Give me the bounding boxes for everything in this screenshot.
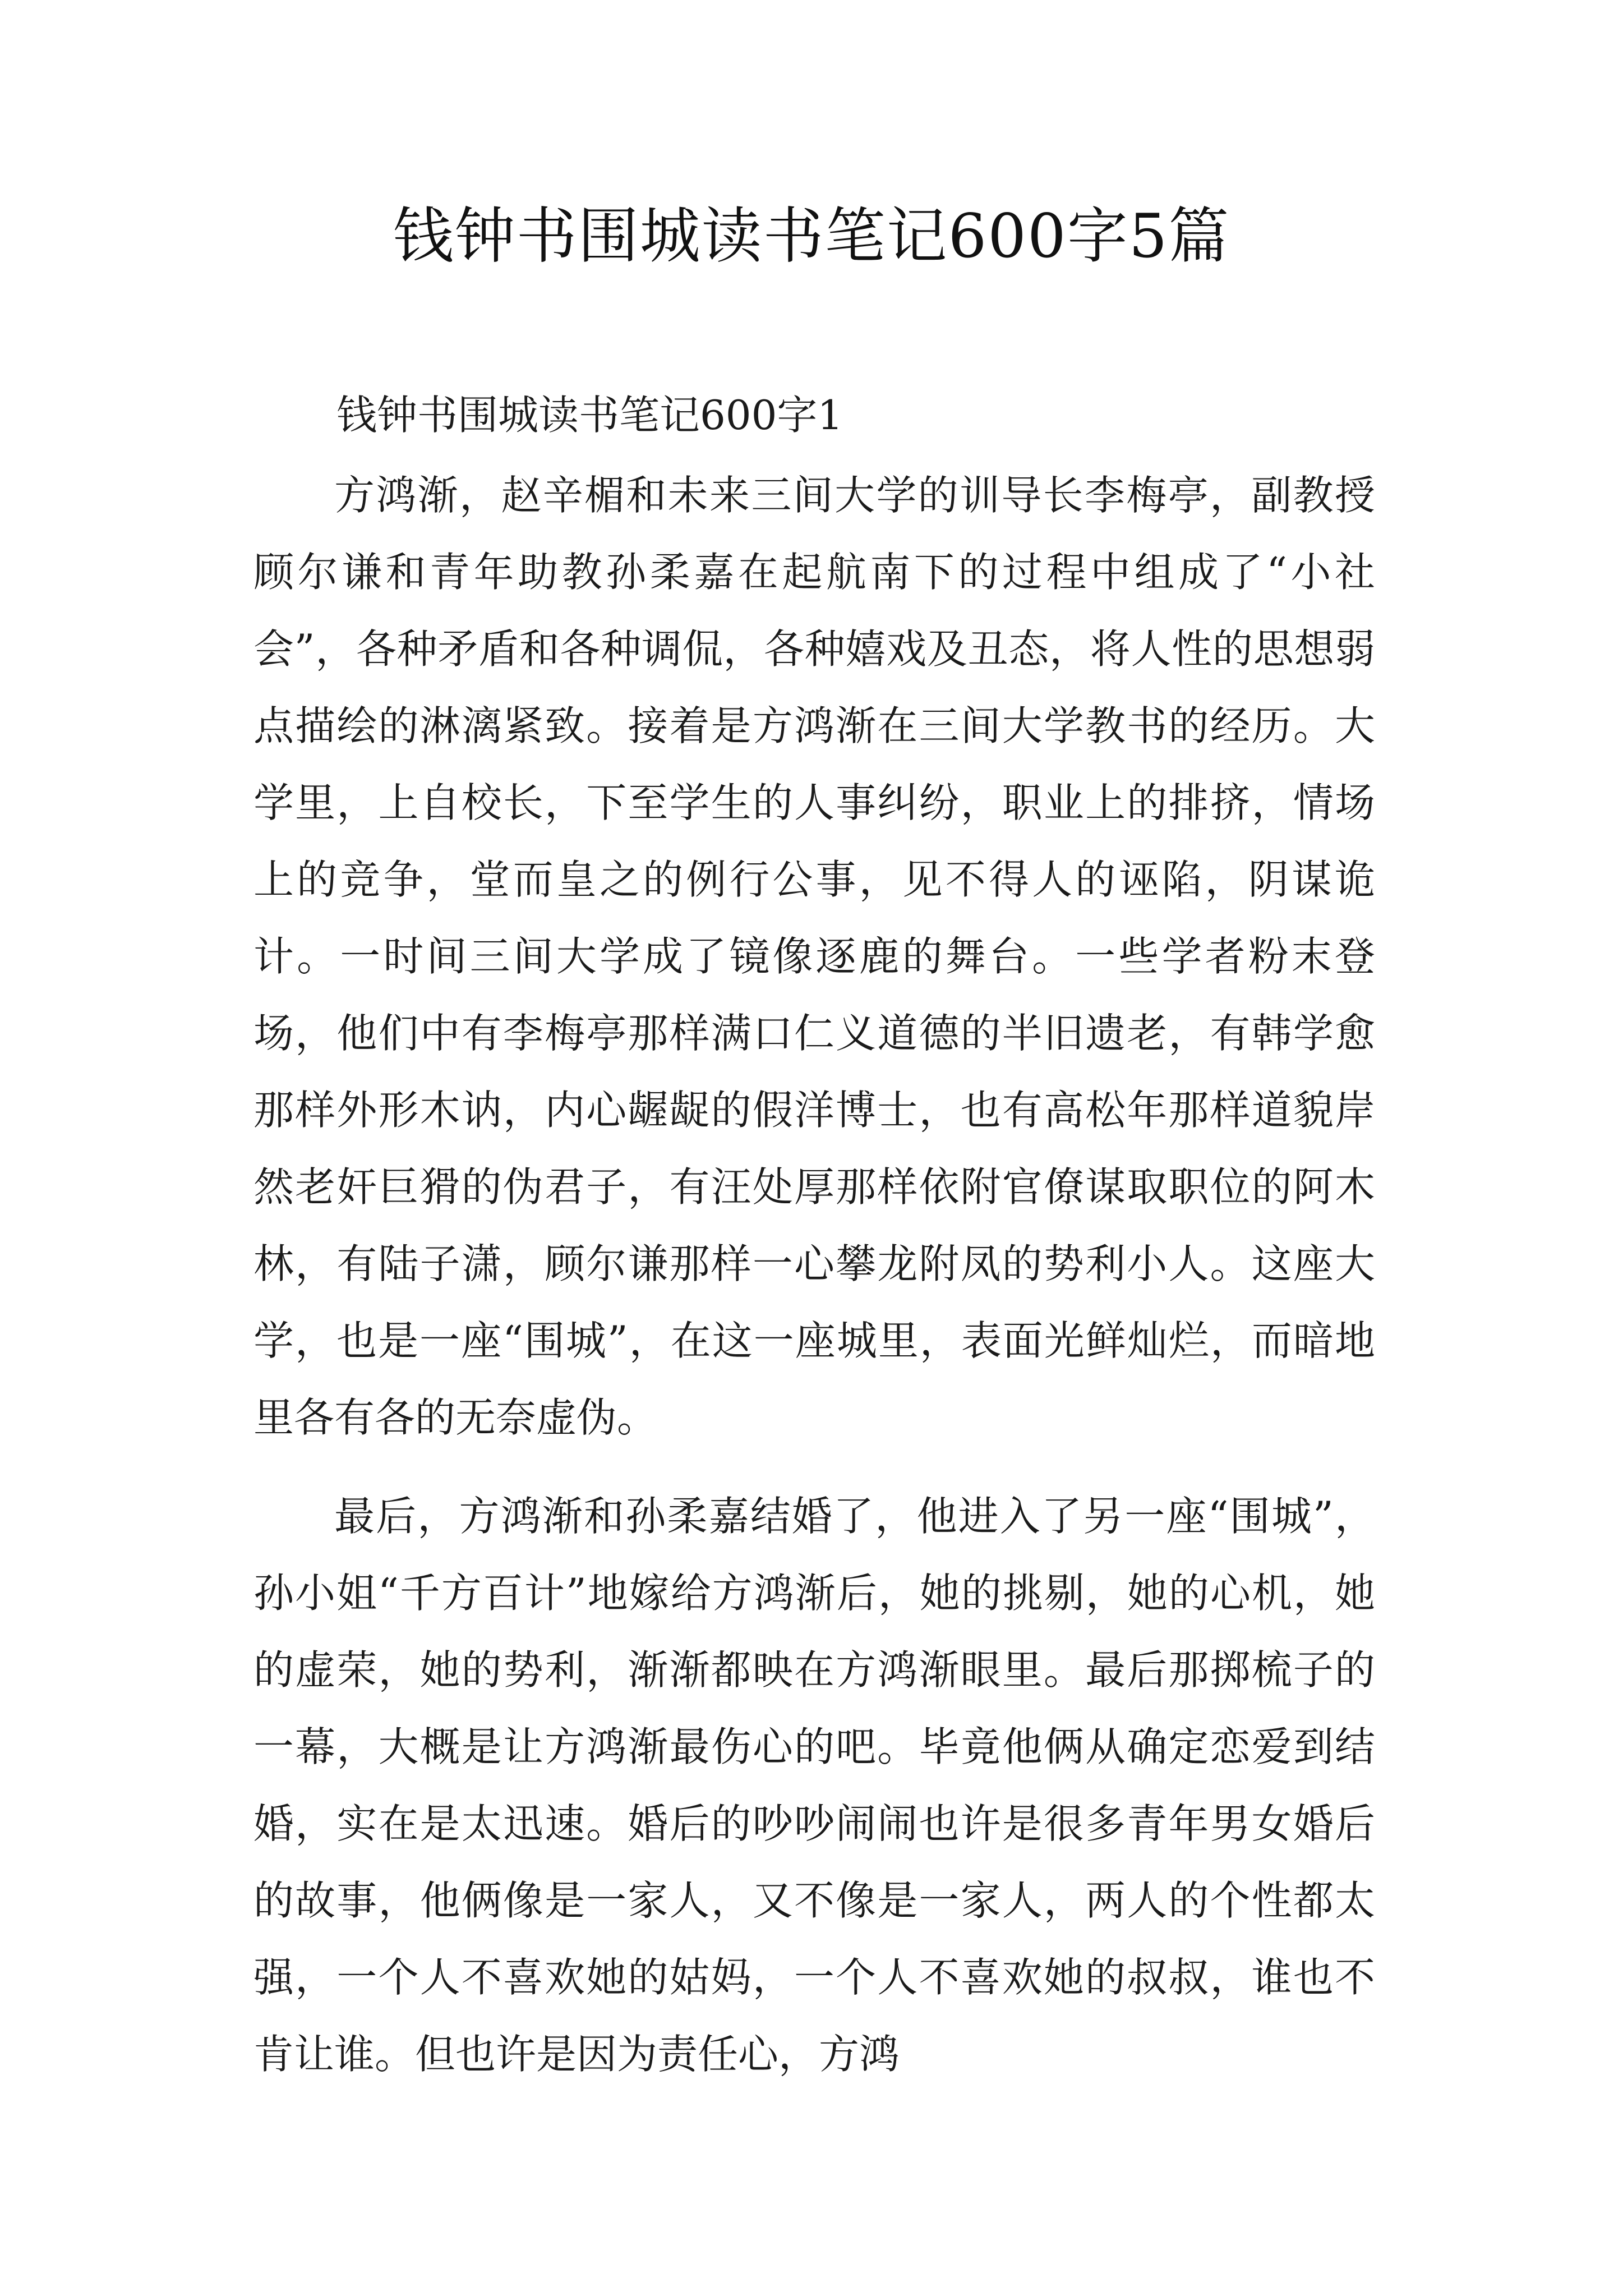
document-title: 钱钟书围城读书笔记600字5篇 — [393, 201, 1230, 272]
section-heading: 钱钟书围城读书笔记600字1 — [336, 392, 843, 439]
body-paragraph: 最后，方鸿渐和孙柔嘉结婚了，他进入了另一座“围城”，孙小姐“千方百计”地嫁给方鸿渐后，她的挑剔，她的心机，她的虚荣，她的势利，渐渐都映在方鸿渐眼里。最后那掷梳子的一幕，大概是让方鸿渐最伤心的吧。毕竟他俩从确定恋爱到结婚，实在是太迅速。婚后的吵吵闹闹也许是很多青年男女婚后的故事，他俩像是一家人，又不像是一家人，两人的个性都太强，一个人不喜欢她的姑妈，一个人不喜欢她的叔叔，谁也不肯让谁。但也许是因为责任心，方鸿 — [253, 1493, 1375, 2078]
body-paragraph: 方鸿渐，赵辛楣和未来三间大学的训导长李梅亭，副教授顾尔谦和青年助教孙柔嘉在起航南下的过程中组成了“小社会”，各种矛盾和各种调侃，各种嬉戏及丑态，将人性的思想弱点描绘的淋漓紧致。接着是方鸿渐在三间大学教书的经历。大学里，上自校长，下至学生的人事纠纷，职业上的排挤，情场上的竞争，堂而皇之的例行公事，见不得人的诬陷，阴谋诡计。一时间三间大学成了镜像逐鹿的舞台。一些学者粉末登场，他们中有李梅亭那样满口仁义道德的半旧遗老，有韩学愈那样外形木讷，内心龌龊的假洋博士，也有高松年那样道貌岸然老奸巨猾的伪君子，有汪处厚那样依附官僚谋取职位的阿木林，有陆子潇，顾尔谦那样一心攀龙附凤的势利小人。这座大学，也是一座“围城”，在这一座城里，表面光鲜灿烂，而暗地里各有各的无奈虚伪。 — [253, 472, 1375, 1441]
